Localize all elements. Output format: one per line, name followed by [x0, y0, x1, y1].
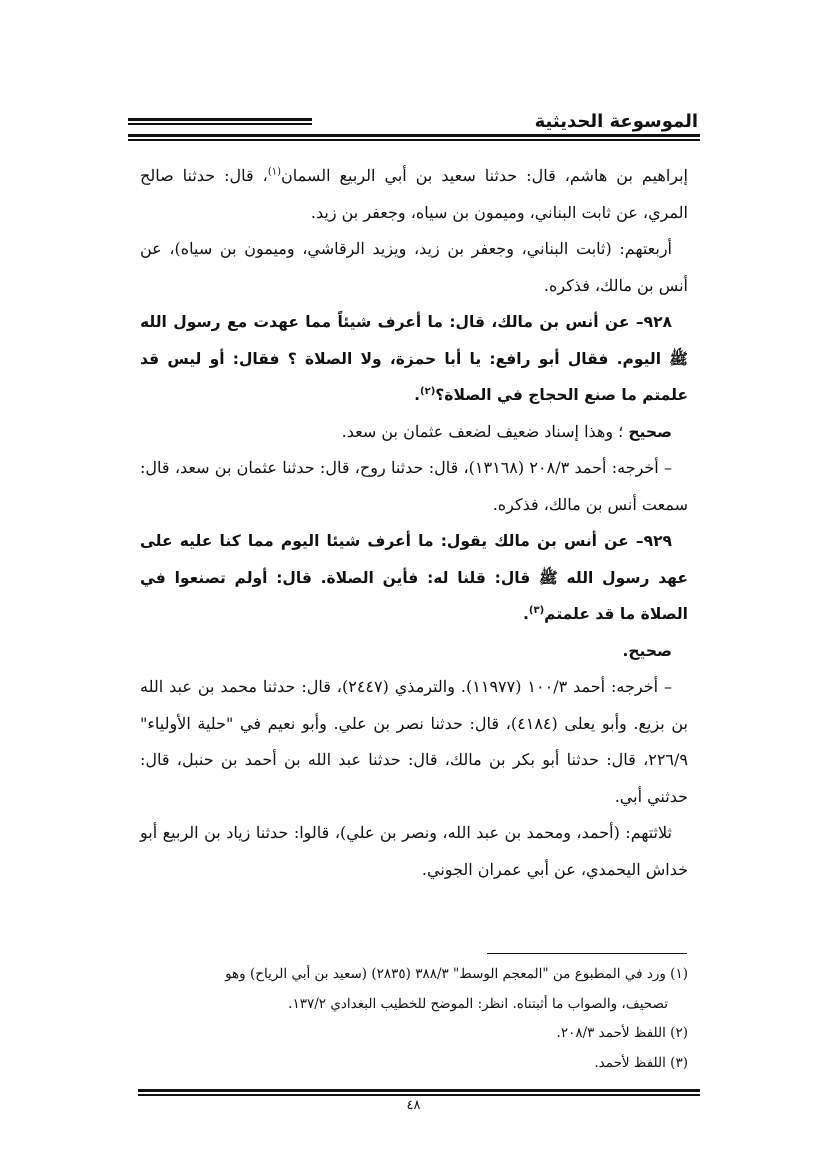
footnote-3: (٣) اللفظ لأحمد. — [594, 1054, 688, 1071]
text-run: . — [523, 605, 529, 623]
grading-928 — [140, 414, 688, 451]
text-run: إبراهيم بن هاشم، قال: حدثنا سعيد بن أبي الربيع السمان — [281, 166, 689, 185]
header-title: الموسوعة الحديثية — [534, 111, 698, 132]
footnote-ref-3: (٣) — [528, 604, 545, 616]
header-rule-full-bottom — [128, 139, 700, 141]
grading-label: صحيح — [628, 422, 672, 441]
text-run: ، قال: حدثنا صالح المري، عن ثابت البناني، وميمون بن سياه، وجعفر بن زيد. — [140, 166, 688, 222]
main-text — [140, 158, 688, 888]
footnote-separator — [487, 953, 687, 954]
grading-929: صحيح. — [622, 641, 672, 660]
hadith-text: ٩٢٨– عن أنس بن مالك، قال: ما أعرف شيئاً مما عهدت مع رسول الله ﷺ اليوم. فقال أبو رافع: يا أبا حمزة، ولا الصلاة ؟ فقال: أو ليس قد علمتم ما صنع الحجاج في الصلاة؟ — [140, 313, 688, 404]
paragraph-isnad-3: ثلاثتهم: (أحمد، ومحمد بن عبد الله، ونصر بن علي)، قالوا: حدثنا زياد بن الربيع أبو خداش اليحمدي، عن أبي عمران الجوني. — [140, 823, 688, 879]
header-rule-left-bottom — [128, 123, 312, 125]
header-rule-full-top — [128, 134, 700, 137]
bottom-rule-top — [138, 1089, 700, 1092]
footnote-1-continuation: تصحيف، والصواب ما أثبتناه. انظر: الموضح للخطيب البغدادي ١٣٧/٢. — [288, 995, 668, 1012]
header-rule-left-top — [128, 118, 312, 121]
bottom-rule-bottom — [138, 1094, 700, 1096]
page-number: ٤٨ — [406, 1098, 421, 1113]
footnote-ref-1: (١) — [267, 166, 282, 178]
hadith-928 — [140, 304, 688, 414]
paragraph-isnad-2: أربعتهم: (ثابت البناني، وجعفر بن زيد، ويزيد الرقاشي، وميمون بن سياه)، عن أنس بن مالك، فذكره. — [140, 239, 688, 295]
footnote-1: (١) ورد في المطبوع من "المعجم الوسط" ٣٨٨/٣ (٢٨٣٥) (سعيد بن أبي الرياح) وهو — [225, 966, 688, 982]
paragraph-isnad-1 — [140, 158, 688, 231]
footnote-ref-2: (٢) — [420, 385, 436, 397]
takhrij-929: – أخرجه: أحمد ١٠٠/٣ (١١٩٧٧). والترمذي (٢٤٤٧)، قال: حدثنا محمد بن عبد الله بن بزيع. وأبو يعلى (٤١٨٤)، قال: حدثنا نصر بن علي. وأبو نعيم في "حلية الأولياء" ٢٢٦/٩، قال: حدثنا أبو بكر بن مالك، قال: حدثنا عبد الله بن أحمد بن حنبل، قال: حدثني أبي. — [140, 677, 689, 806]
footnotes — [140, 960, 688, 1078]
footnote-2: (٢) اللفظ لأحمد ٢٠٨/٣. — [556, 1025, 688, 1041]
running-header — [128, 104, 700, 140]
hadith-text: ٩٢٩– عن أنس بن مالك يقول: ما أعرف شيئا اليوم مما كنا عليه على عهد رسول الله ﷺ قال: قلنا له: فأين الصلاة. قال: أولم تصنعوا في الصلاة ما قد علمتم — [140, 532, 688, 623]
grading-note: ؛ وهذا إسناد ضعيف لضعف عثمان بن سعد. — [341, 421, 629, 441]
takhrij-928: – أخرجه: أحمد ٢٠٨/٣ (١٣١٦٨)، قال: حدثنا روح، قال: حدثنا عثمان بن سعد، قال: سمعت أنس بن مالك، فذكره. — [140, 458, 688, 514]
text-run: . — [414, 386, 421, 404]
hadith-929 — [140, 523, 688, 633]
